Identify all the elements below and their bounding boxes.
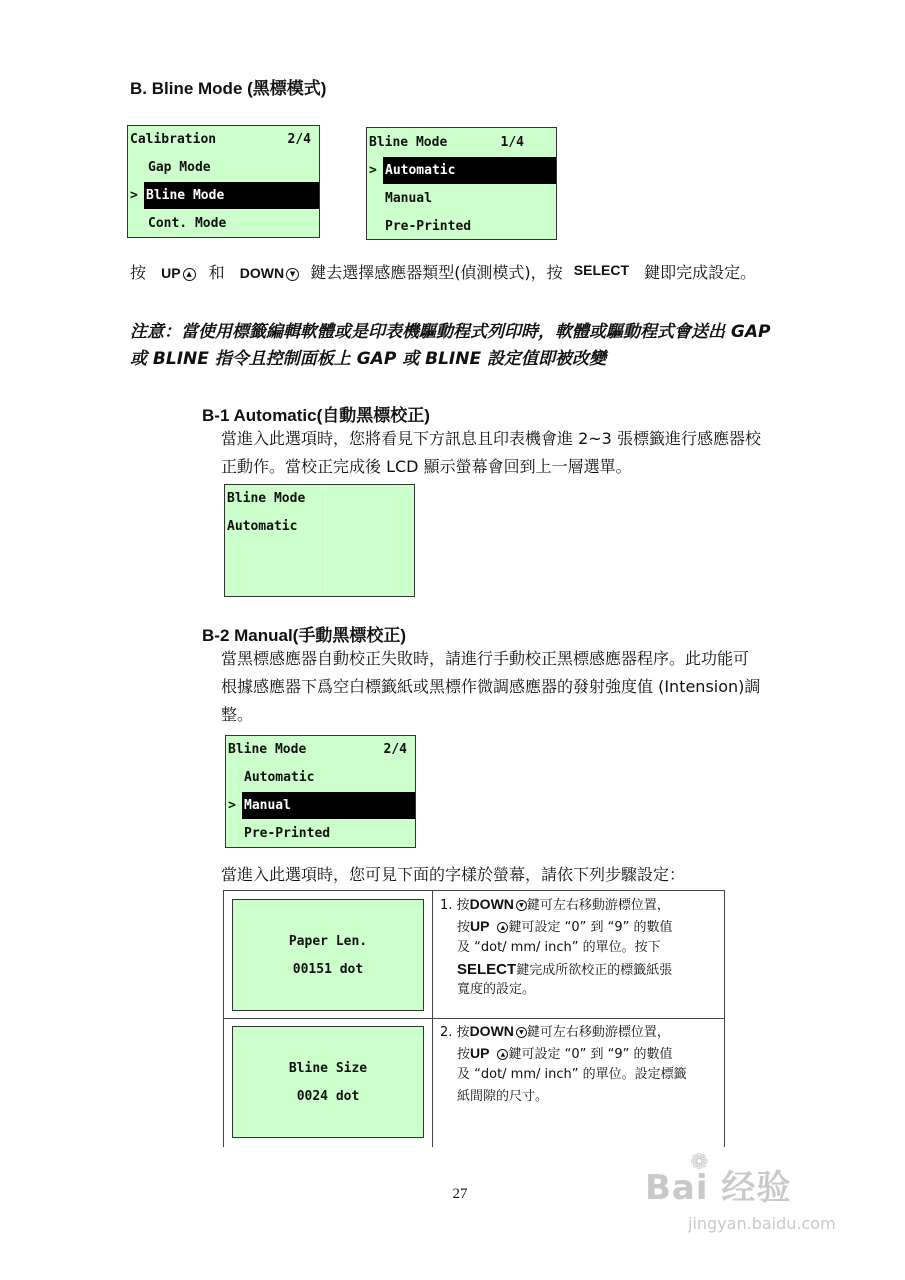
step-text: 鍵可設定 “0” 到 “9” 的數值 [508, 1047, 673, 1062]
instruction-text: 鍵去選擇感應器類型(偵測模式)，按 [310, 263, 563, 282]
select-key-label: SELECT [573, 262, 630, 278]
step-1-text [440, 893, 670, 917]
b2-paragraph-line: 當黑標感應器自動校正失敗時，請進行手動校正黑標感應器程序。此功能可 [221, 649, 750, 668]
step-text: 鍵完成所欲校正的標籤紙張 [516, 963, 673, 978]
lcd-item: Cont. Mode [148, 216, 227, 231]
instruction-text: 和 [208, 263, 225, 282]
step-text: 按 [457, 920, 471, 935]
lcd-header: Bline Mode [228, 742, 307, 757]
step-text: 鍵可左右移動游標位置， [526, 1025, 670, 1040]
lcd-page-indicator: 1/4 [500, 135, 524, 150]
down-key-label: DOWN [469, 896, 514, 912]
lcd-bline-mode-menu [366, 127, 557, 240]
b2-sub-intro: 當進入此選項時，您可見下面的字樣於螢幕，請依下列步驟設定： [221, 865, 686, 884]
lcd-header: Bline Mode [369, 135, 448, 150]
step-text: 及 “dot/ mm/ inch” 的單位。按下 [457, 940, 661, 955]
step-number: 1. [440, 898, 453, 913]
b2-paragraph-line: 整。 [221, 705, 254, 724]
table-row-divider [224, 1018, 724, 1019]
step-1-text-line [457, 915, 672, 939]
step-text: 鍵可左右移動游標位置， [526, 898, 670, 913]
baidu-watermark-url: jingyan.baidu.com [688, 1214, 836, 1233]
select-key-label: SELECT [457, 961, 517, 978]
baidu-watermark-logo: Bai 经验 [645, 1168, 792, 1208]
down-key-label: DOWN [469, 1023, 514, 1039]
b1-heading: B-1 Automatic(自動黑標校正) [202, 406, 430, 425]
up-arrow-icon: ▲ [497, 1049, 508, 1060]
lcd-item-selected: Manual [242, 792, 415, 819]
step-text: 按 [456, 898, 470, 913]
step-text: 按 [457, 1047, 471, 1062]
instruction-text: 按 [130, 263, 147, 282]
lcd-item: Pre-Printed [244, 826, 331, 841]
lcd-item: Automatic [244, 770, 315, 785]
step-text: 按 [456, 1025, 470, 1040]
down-arrow-icon: ▼ [516, 900, 527, 911]
step-2-text [440, 1020, 670, 1044]
table-column-divider [432, 891, 433, 1147]
down-key-label: DOWN [239, 265, 285, 281]
step-number: 2. [440, 1025, 453, 1040]
step-text: 及 “dot/ mm/ inch” 的單位。設定標籤 [457, 1067, 687, 1082]
lcd-line: Paper Len. [288, 934, 368, 949]
lcd-page-indicator: 2/4 [287, 132, 311, 147]
step-text: 紙間隙的尺寸。 [457, 1089, 549, 1104]
lcd-line: 0024 dot [296, 1089, 360, 1104]
step-2-text-line [457, 1042, 672, 1066]
b1-paragraph-line: 正動作。當校正完成後 LCD 顯示螢幕會回到上一層選單。 [221, 457, 632, 476]
down-arrow-icon: ▼ [516, 1027, 527, 1038]
up-key-label: UP [470, 918, 490, 934]
lcd-cursor: > [369, 163, 377, 178]
section-heading: B. Bline Mode (黑標模式) [130, 79, 327, 98]
lcd-page-indicator: 2/4 [383, 742, 407, 757]
b2-paragraph-line: 根據感應器下爲空白標籤紙或黑標作微調感應器的發射強度值 (Intension)調 [221, 677, 761, 696]
lcd-paper-length [232, 899, 424, 1011]
lcd-header: Calibration [130, 132, 217, 147]
note-line-2: 或 BLINE 指令且控制面板上 GAP 或 BLINE 設定值即被改變 [130, 349, 606, 369]
up-arrow-icon: ▲ [183, 268, 196, 281]
b2-heading: B-2 Manual(手動黑標校正) [202, 626, 406, 645]
lcd-line: 00151 dot [292, 962, 364, 977]
step-text: 鍵可設定 “0” 到 “9” 的數值 [508, 920, 673, 935]
lcd-line: Bline Size [288, 1061, 368, 1076]
steps-table [223, 890, 725, 1147]
lcd-item: Manual [385, 191, 432, 206]
lcd-item-selected: Automatic [383, 157, 556, 184]
lcd-bline-size [232, 1026, 424, 1138]
instruction-text: 鍵即完成設定。 [644, 263, 757, 282]
lcd-calibration-menu [127, 125, 320, 238]
page-number: 27 [452, 1186, 468, 1202]
instruction-line [130, 258, 756, 288]
note-line-1: 注意：當使用標籤編輯軟體或是印表機驅動程式列印時，軟體或驅動程式會送出 GAP [130, 322, 771, 342]
down-arrow-icon: ▼ [286, 268, 299, 281]
b1-paragraph-line: 當進入此選項時，您將看見下方訊息且印表機會進 2~3 張標籤進行感應器校 [221, 429, 761, 448]
lcd-bline-manual-menu [225, 735, 416, 848]
lcd-cursor: > [228, 798, 236, 813]
up-arrow-icon: ▲ [497, 922, 508, 933]
lcd-cursor: > [130, 188, 138, 203]
lcd-bline-automatic [224, 484, 415, 597]
up-key-label: UP [470, 1045, 490, 1061]
up-key-label: UP [161, 265, 181, 281]
lcd-item: Pre-Printed [385, 219, 472, 234]
lcd-line: Bline Mode [227, 491, 306, 506]
step-text: 寬度的設定。 [457, 982, 536, 997]
paw-icon: ❁ [690, 1150, 709, 1175]
lcd-line: Automatic [227, 519, 298, 534]
lcd-item-selected: Bline Mode [144, 182, 319, 209]
lcd-item: Gap Mode [148, 160, 211, 175]
